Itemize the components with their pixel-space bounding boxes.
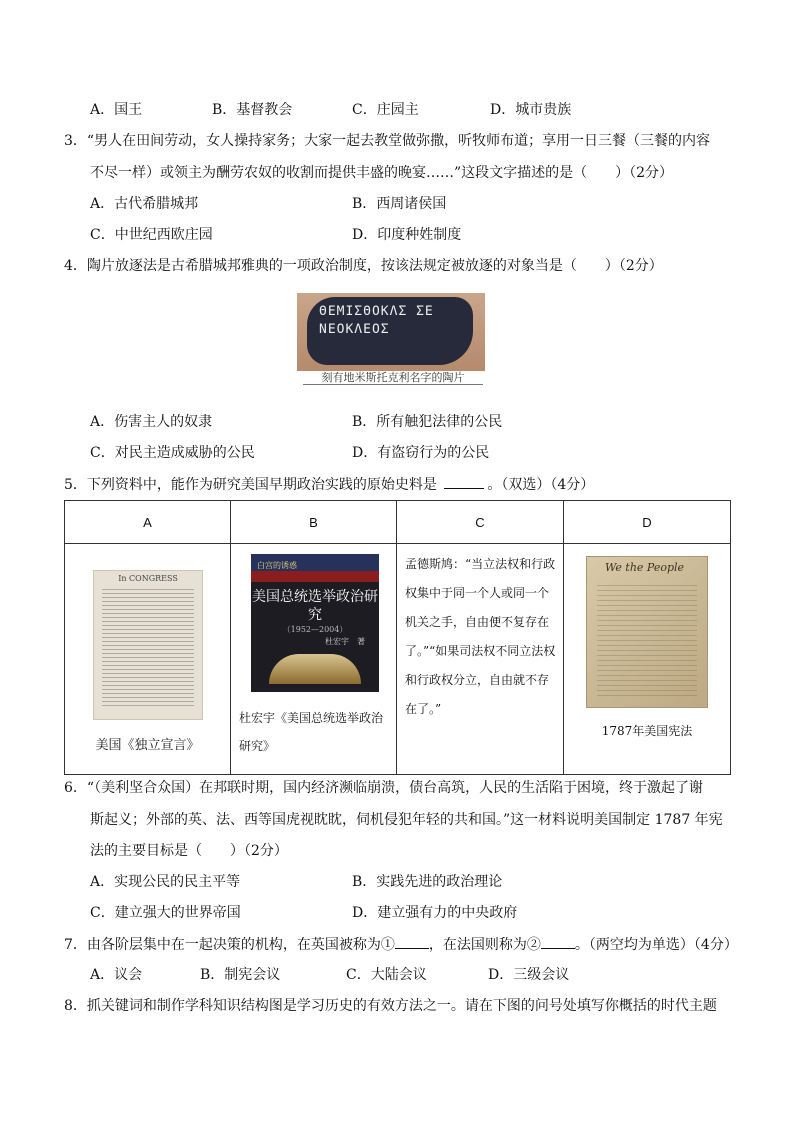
- q7-stem-part3: 。（两空均为单选）（4分）: [574, 937, 738, 953]
- q4-option-a: A．伤害主人的奴隶: [90, 414, 213, 430]
- q3-options-row2: [90, 225, 610, 245]
- q5-header-c: C: [397, 501, 564, 544]
- q2-options: [90, 100, 610, 120]
- q2-option-b: B．基督教会: [212, 102, 293, 118]
- q2-option-c: C．庄园主: [352, 102, 419, 118]
- q3-stem-line1: 3．“男人在田间劳动，女人操持家务；大家一起去教堂做弥撒，听牧师布道；享用一日三餐（三餐的内容: [64, 133, 711, 149]
- declaration-document-image: [93, 570, 203, 720]
- q6-option-a: A．实现公民的民主平等: [90, 874, 241, 890]
- q7-stem-part2: ，在法国则称为②: [428, 937, 541, 953]
- q5-a-caption: 美国《独立宣言》: [95, 738, 200, 753]
- book-cover-image: [251, 554, 379, 692]
- q7-blank-2[interactable]: [541, 934, 575, 949]
- q3-option-c: C．中世纪西欧庄园: [90, 227, 213, 243]
- q5-cell-d: [564, 544, 731, 775]
- q7-option-d: D．三级会议: [488, 967, 570, 983]
- q4-options-row1: [90, 412, 610, 432]
- q6-option-d: D．建立强有力的中央政府: [352, 905, 518, 921]
- q6-stem-line2: 斯起义；外部的英、法、西等国虎视眈眈，伺机侵犯年轻的共和国。”这一材料说明美国制定 1787 年宪: [90, 812, 723, 828]
- declaration-heading: In CONGRESS: [118, 574, 178, 583]
- q5-header-a: A: [65, 501, 231, 544]
- constitution-heading: We the People: [605, 561, 685, 574]
- q7-options: [90, 965, 610, 985]
- ostracon-caption: 刻有地米斯托克利名字的陶片: [303, 371, 483, 385]
- q4-options-row2: [90, 443, 610, 463]
- constitution-document-image: [586, 556, 708, 708]
- q6-options-row1: [90, 872, 610, 892]
- q6-stem-line1: 6．“（美利坚合众国）在邦联时期，国内经济濒临崩溃，债台高筑，人民的生活陷于困境，终于激起了谢: [64, 780, 704, 796]
- ostracon-photo: [297, 293, 485, 371]
- q3-option-d: D．印度种姓制度: [352, 227, 462, 243]
- book-series-tag: 白宫的诱惑: [257, 561, 297, 570]
- q3-options-row1: [90, 194, 610, 214]
- white-house-image: [269, 654, 361, 684]
- q5-header-b: B: [231, 501, 397, 544]
- q6-option-c: C．建立强大的世界帝国: [90, 905, 241, 921]
- book-author: 杜宏宇 著: [325, 637, 365, 646]
- q5-stem: [64, 474, 594, 495]
- ostracon-inscription: ΘΕΜΙΣΘΟΚΛΣ ΣΕ ΝΕΟΚΛΕΟΣ: [319, 304, 434, 337]
- q7-stem: [64, 934, 738, 955]
- q2-option-d: D．城市贵族: [490, 102, 572, 118]
- book-years: （1952—2004）: [282, 625, 348, 634]
- book-title: 美国总统选举政治研究: [252, 589, 378, 623]
- q7-option-a: A．议会: [90, 967, 143, 983]
- montesquieu-quote: 孟德斯鸠：“当立法权和行政权集中于同一个人或同一个机关之手，自由便不复存在了。”“如果司法权不同立法权和行政权分立，自由就不存在了。”: [405, 557, 556, 716]
- q5-cell-c: [397, 544, 564, 775]
- q5-stem-text: 5．下列资料中，能作为研究美国早期政治实践的原始史料是: [64, 477, 437, 493]
- q4-option-b: B．所有触犯法律的公民: [352, 414, 503, 430]
- q4-option-c: C．对民主造成威胁的公民: [90, 445, 255, 461]
- q4-option-d: D．有盗窃行为的公民: [352, 445, 490, 461]
- q5-cell-b: [231, 544, 397, 775]
- q4-stem: 4．陶片放逐法是古希腊城邦雅典的一项政治制度，按该法规定被放逐的对象当是（ ）（2分）: [64, 258, 663, 274]
- q7-blank-1[interactable]: [395, 934, 429, 949]
- q5-sources-table: [64, 500, 731, 775]
- q5-stem-suffix: 。（双选）（4分）: [487, 477, 595, 493]
- q6-options-row2: [90, 903, 610, 923]
- q5-answer-blank[interactable]: [444, 474, 484, 489]
- q6-stem-line3: 法的主要目标是（ ）（2分）: [90, 843, 288, 859]
- q8-stem: 8．抓关键词和制作学科知识结构图是学习历史的有效方法之一。请在下图的问号处填写你概括的时代主题: [64, 998, 717, 1014]
- q3-stem-line2: 不尽一样）或领主为酬劳农奴的收割而提供丰盛的晚宴……”这段文字描述的是（ ）（2分）: [90, 165, 674, 181]
- q5-cell-a: [65, 544, 231, 775]
- q3-option-b: B．西周诸侯国: [352, 196, 447, 212]
- q3-option-a: A．古代希腊城邦: [90, 196, 199, 212]
- q5-d-caption: 1787年美国宪法: [601, 724, 693, 738]
- q5-header-d: D: [564, 501, 731, 544]
- q7-option-c: C．大陆会议: [346, 967, 427, 983]
- q6-option-b: B．实践先进的政治理论: [352, 874, 503, 890]
- q4-ostracon-figure: [297, 293, 485, 383]
- q2-option-a: A．国王: [90, 102, 143, 118]
- q7-stem-part1: 7．由各阶层集中在一起决策的机构，在英国被称为①: [64, 937, 395, 953]
- q7-option-b: B．制宪会议: [200, 967, 281, 983]
- q5-b-caption: 杜宏宇《美国总统选举政治研究》: [239, 711, 384, 753]
